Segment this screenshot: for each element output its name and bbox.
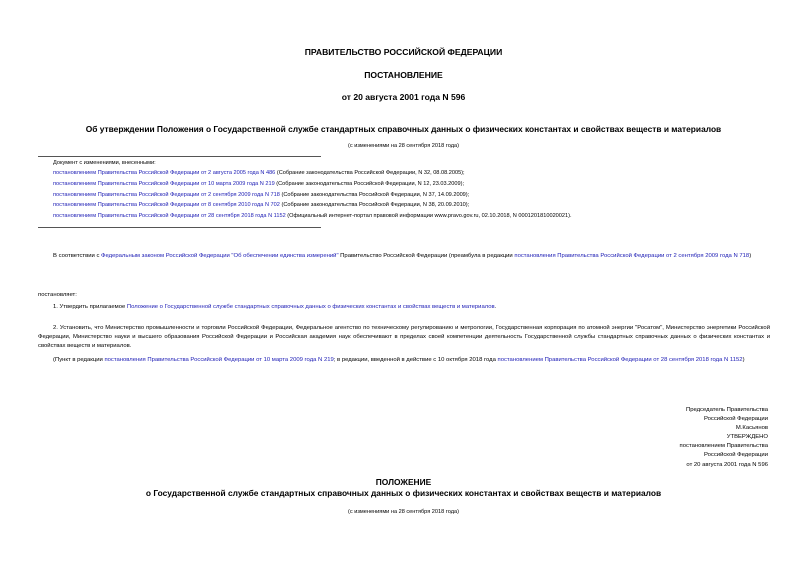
changes-intro: Документ с изменениями, внесенными: [53, 160, 156, 166]
item-1 [53, 303, 496, 312]
change-item [53, 192, 469, 198]
approval-line: Российской Федерации [703, 452, 768, 459]
changes-top-rule [38, 156, 321, 157]
preamble-amendment-link[interactable]: постановления Правительства Российской Федерации от 2 сентября 2009 года N 718 [514, 253, 750, 259]
item-2: 2. Установить, что Министерство промышленности и торговли Российской Федерации, Федеральное агентство по техническому регулированию и метрологии, Государственная корпорация по атомной энергии "Росатом", Министерство энергетики Российской Федерации, Министерство науки и высшего образования Российской Федерации и Российская академия наук обеспечивают в пределах своей компетенции деятельность Государственной службы стандартных справочных данных о физических константах и свойствах веществ и материалов. [38, 325, 770, 350]
signature-line: Председатель Правительства [685, 407, 768, 413]
document-type: ПОСТАНОВЛЕНИЕ [364, 70, 443, 80]
item-2-amendment-link[interactable]: постановления Правительства Российской Федерации от 10 марта 2009 года N 219 [104, 357, 334, 363]
document-title: Об утверждении Положения о Государственной службе стандартных справочных данных о физических константах и свойствах веществ и материалов [85, 124, 722, 134]
annex-subtitle: о Государственной службе стандартных справочных данных о физических константах и свойствах веществ и материалов [145, 488, 662, 498]
approval-line: от 20 августа 2001 года N 596 [686, 461, 768, 468]
item-1-text: 1. Утвердить прилагаемое [53, 304, 127, 310]
amendment-note: (с изменениями на 28 сентября 2018 года) [348, 143, 459, 149]
signature-line: М.Касьянов [735, 425, 768, 432]
change-item [53, 181, 464, 187]
preamble-text: В соответствии с [53, 253, 102, 259]
federal-law-link[interactable]: Федеральным законом Российской Федерации "Об обеспечении единства измерений" [101, 253, 339, 259]
change-link[interactable]: постановлением Правительства Российской Федерации от 2 августа 2005 года N 486 [53, 170, 276, 176]
item-2-note-text: ) [742, 357, 745, 363]
change-source: (Собрание законодательства Российской Федерации, N 37, 14.09.2009); [279, 192, 470, 198]
preamble-text: Правительство Российской Федерации (преамбула в редакции [338, 253, 515, 259]
annex-title: ПОЛОЖЕНИЕ [375, 477, 432, 487]
change-source: (Собрание законодательства Российской Федерации, N 12, 23.03.2009); [274, 181, 465, 187]
item-1-text: . [494, 304, 497, 310]
annex-amendment-note: (с изменениями на 28 сентября 2018 года) [348, 509, 459, 515]
document-date: от 20 августа 2001 года N 596 [341, 92, 466, 102]
change-link[interactable]: постановлением Правительства Российской Федерации от 8 сентября 2010 года N 702 [53, 202, 280, 208]
item-2-note-text: (Пункт в редакции [53, 357, 105, 363]
preamble-paragraph [38, 252, 770, 261]
preamble-text: ) [749, 253, 752, 259]
approval-line: УТВЕРЖДЕНО [726, 434, 768, 441]
issuing-authority: ПРАВИТЕЛЬСТВО РОССИЙСКОЙ ФЕДЕРАЦИИ [304, 47, 503, 57]
change-item [53, 213, 572, 219]
change-link[interactable]: постановлением Правительства Российской Федерации от 28 сентября 2018 года N 1152 [53, 213, 286, 219]
change-source: (Собрание законодательства Российской Федерации, N 38, 20.09.2010); [279, 202, 470, 208]
signature-line: Российской Федерации [703, 416, 768, 423]
change-item [53, 170, 465, 176]
change-source: (Собрание законодательства Российской Федерации, N 32, 08.08.2005); [275, 170, 465, 176]
regulation-link[interactable]: Положение о Государственной службе стандартных справочных данных о физических константах и свойствах веществ и материалов [126, 304, 495, 310]
change-source: (Официальный интернет-портал правовой информации www.pravo.gov.ru, 02.10.2018, N 0001201810020021). [285, 213, 572, 219]
change-link[interactable]: постановлением Правительства Российской Федерации от 2 сентября 2009 года N 718 [53, 192, 280, 198]
item-2-note [38, 356, 770, 365]
item-2-note-text: ; в редакции, введенной в действие с 10 октября 2018 года [333, 357, 498, 363]
approval-line: постановлением Правительства [679, 443, 768, 450]
decides-label: постановляет: [38, 292, 77, 298]
change-link[interactable]: постановлением Правительства Российской Федерации от 10 марта 2009 года N 219 [53, 181, 275, 187]
changes-bottom-rule [38, 227, 321, 228]
change-item [53, 202, 469, 208]
item-2-amendment-link[interactable]: постановлением Правительства Российской Федерации от 28 сентября 2018 года N 1152 [497, 357, 743, 363]
signature-block [680, 406, 768, 470]
